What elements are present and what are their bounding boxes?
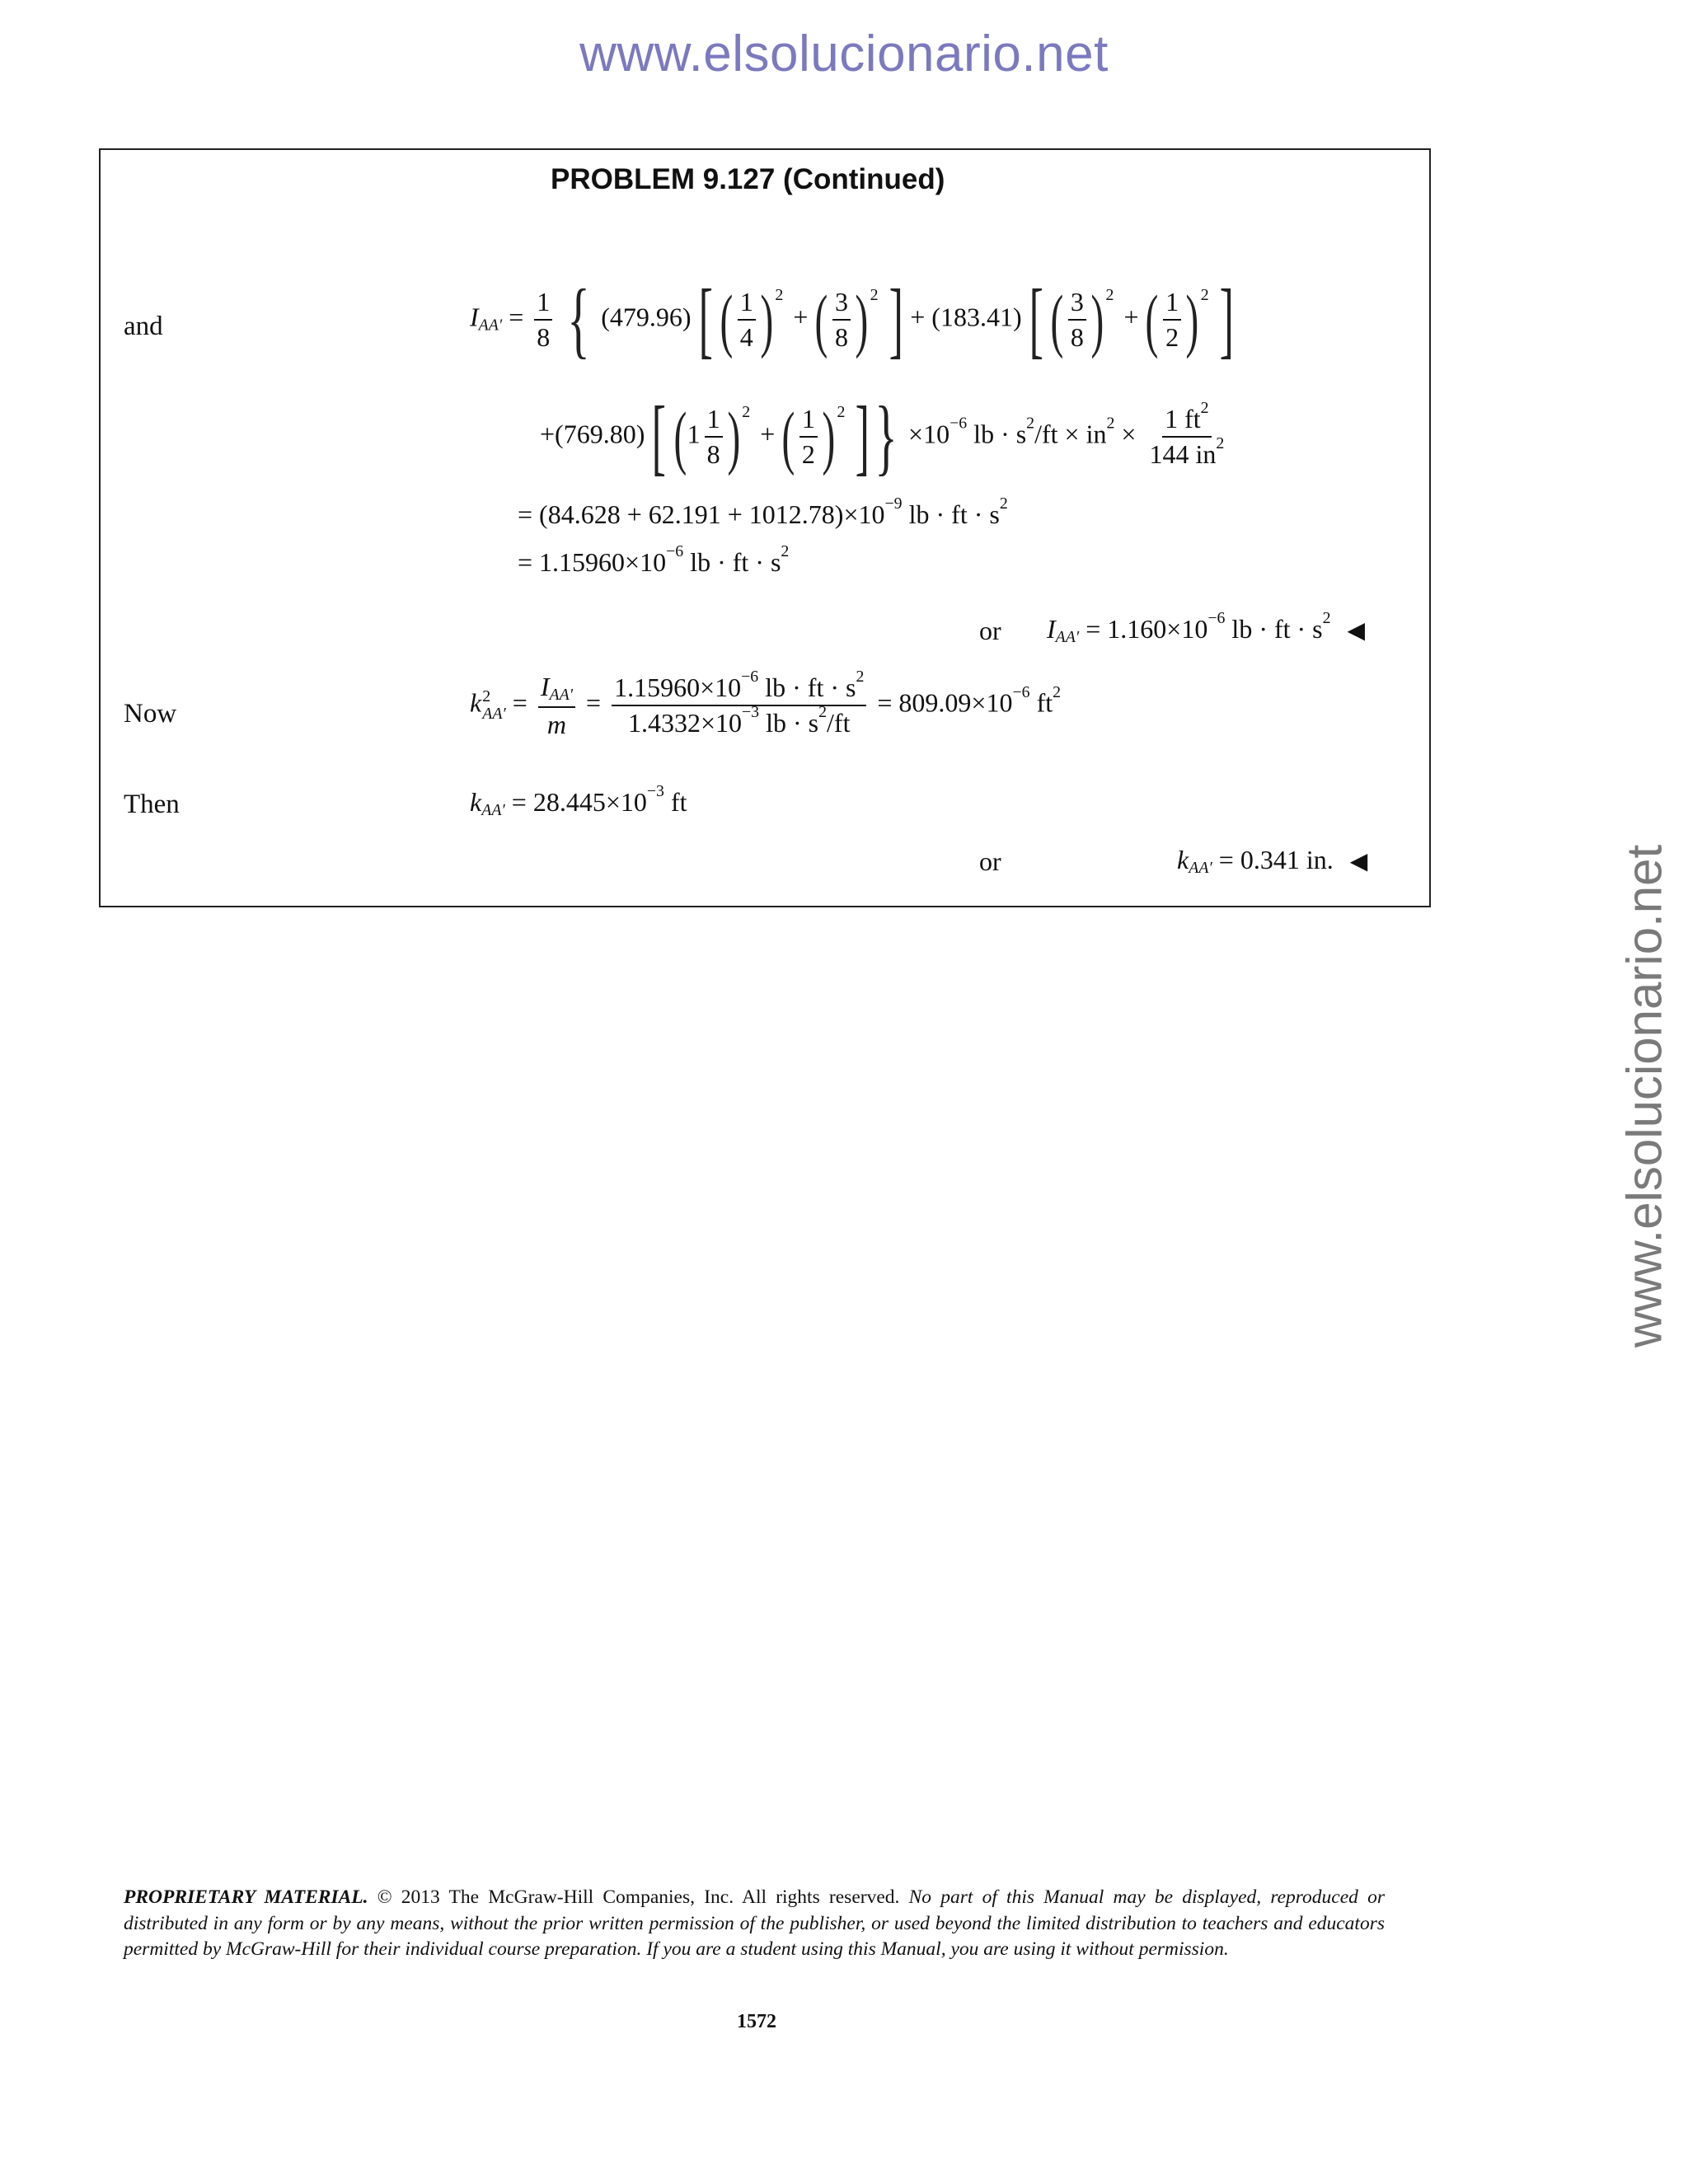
equation-line-3: = $(84.628 + 62.191 + 1012.78)\times 10^{-9}$ lb · ft · $s^2$ [518, 494, 1008, 529]
page-number: 1572 [737, 2011, 776, 2032]
footer-lead: PROPRIETARY MATERIAL. [124, 1886, 368, 1908]
equation-line-4: = $1.15960\times 10^{-6}$ lb · ft · $s^2$ [518, 542, 790, 577]
or-label-1: or [979, 616, 1001, 645]
watermark-top: www.elsolucionario.net [579, 26, 1109, 82]
answer-marker-icon: ◀ [1347, 616, 1366, 644]
footer-italic: No part of this Manual may be displayed, reproduced or distributed in any form or by any means, without the prior written permission of the publisher, or used beyond the limited distribution to teachers and educators permitted by McGraw-Hill for their individual course preparation. If you are a student using this Manual, you are using it without permission. [124, 1886, 1386, 1961]
equation-radius: $k_{AA'} = 28.445\times 10^{-3}$ ft [470, 782, 687, 819]
footer-normal: © 2013 The McGraw-Hill Companies, Inc. All rights reserved. [368, 1886, 909, 1908]
label-then: Then [124, 790, 180, 819]
label-now: Now [124, 699, 177, 729]
watermark-side: www.elsolucionario.net [1616, 844, 1672, 1348]
equation-line-1: $I_{AA'}$ = $\frac{1}{8}$ { (479.96) [ ( $\frac{1}{4}$ ) $^2$ + ( $\frac{3}{8}$ ) $^2$ ] + (183.41) [ ( $\frac{3}{8}$ ) $^2$ + ( $\frac{1}{2}$ ) $^2$ ] [470, 272, 1234, 367]
label-and: and [124, 312, 163, 341]
answer-inertia: $I_{AA'} = 1.160\times 10^{-6}$ lb · ft · $s^2$ ◀ [1047, 609, 1366, 646]
answer-radius: $k_{AA'} = 0.341$ in. ◀ [1177, 845, 1368, 877]
or-label-2: or [979, 846, 1001, 876]
problem-heading: PROBLEM 9.127 (Continued) [551, 163, 945, 195]
answer-marker-icon-2: ◀ [1349, 847, 1368, 874]
copyright-footer [124, 1885, 1385, 1963]
equation-radius-squared: k 2 AA′ = $\frac{I_{AA'}}{m}$ = $\frac{1.15960\times 10^{-6} lb \cdot ft \cdot s^2}{1.4332\times 10^{-3} lb \cdot s^2/ft}$ = $809.09\times 10^{-6}$ $ft^2$ [470, 668, 1062, 739]
equation-line-2: +(769.80) [ (1 $\frac{1}{8}$ ) $^2$ + ( $\frac{1}{2}$ ) $^2$ ]} $\times 10^{-6}$ lb · $s^2/ft \times in^2$ × $\frac{1 ft^2}{144 in^2}$ [540, 389, 1225, 484]
